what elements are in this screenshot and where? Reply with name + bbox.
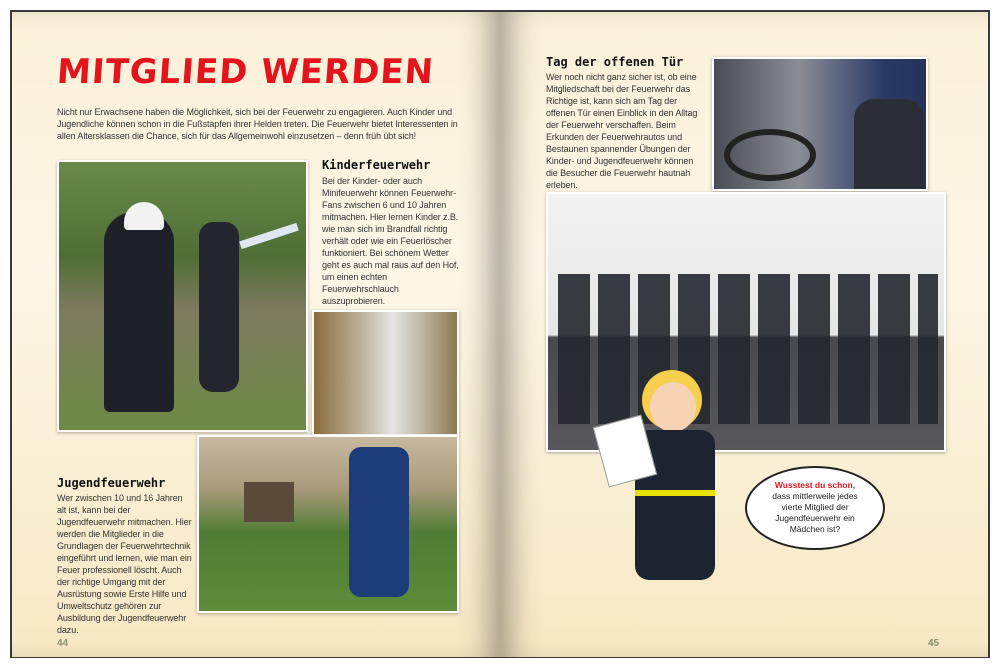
photo-water-jet bbox=[312, 310, 459, 436]
heading-kinderfeuerwehr: Kinderfeuerwehr bbox=[322, 158, 431, 172]
text-jugendfeuerwehr: Wer zwischen 10 und 16 Jahren alt ist, kann bei der Jugendfeuerwehr mitmachen. Hier werden die Mitglieder in die Grundlagen der Feuerwehrtechnik eingeführt und lernen, wie man ein Feuer professionell löscht. Auch der richtige Umgang mit der Ausrüstung sowie Erste Hilfe und Umweltschutz gehören zur Ausbildung der Jugendfeuerwehr dazu. bbox=[57, 493, 192, 635]
bubble-text: dass mittlerweile jedes vierte Mitglied der Jugendfeuerwehr ein Mädchen ist? bbox=[772, 491, 858, 534]
page-title: MITGLIED WERDEN bbox=[55, 52, 436, 92]
bubble-highlight: Wusstest du schon, bbox=[774, 480, 856, 490]
photo-group-children bbox=[546, 192, 946, 452]
heading-tag-der-offenen-tuer: Tag der offenen Tür bbox=[546, 55, 684, 69]
photo-jugendfeuerwehr bbox=[197, 435, 459, 613]
heading-jugendfeuerwehr: Jugendfeuerwehr bbox=[57, 476, 166, 490]
cartoon-firefighter-girl bbox=[620, 370, 735, 610]
photo-kinderfeuerwehr bbox=[57, 160, 308, 432]
photo-fire-truck-cab bbox=[712, 57, 928, 191]
text-kinderfeuerwehr: Bei der Kinder- oder auch Minifeuerwehr können Feuerwehr-Fans zwischen 6 und 10 Jahren mitmachen. Hier lernen Kinder z.B. wie man sich im Brandfall richtig verhält oder wie ein Feuerlöscher funktioniert. Bei schönem Wetter geht es auch mal raus auf den Hof, um einen echten Feuerwehrschlauch auszuprobieren. bbox=[322, 176, 459, 306]
speech-bubble bbox=[745, 466, 885, 550]
page-number-left: 44 bbox=[57, 638, 69, 649]
text-tag-der-offenen-tuer: Wer noch nicht ganz sicher ist, ob eine Mitgliedschaft bei der Feuerwehr das Richtige ist, kann sich am Tag der offenen Tür einen Einblick in den Alltag der Feuerwehr verschaffen. Beim Erkunden der Feuerwehrautos und Bestaunen spannender Übungen der Kinder- und Jugendfeuerwehr können die Besucher die Feuerwehr hautnah erleben. bbox=[546, 72, 698, 190]
intro-text: Nicht nur Erwachsene haben die Möglichkeit, sich bei der Feuerwehr zu engagieren. Auch Kinder und Jugendliche können schon in die Fußstapfen ihrer Helden treten. Die Feuerwehr bietet Interessenten in allen Altersklassen die Chance, sich für das Allgemeinwohl einzusetzen – denn früh übt sich! bbox=[57, 107, 458, 141]
page-number-right: 45 bbox=[928, 638, 940, 649]
